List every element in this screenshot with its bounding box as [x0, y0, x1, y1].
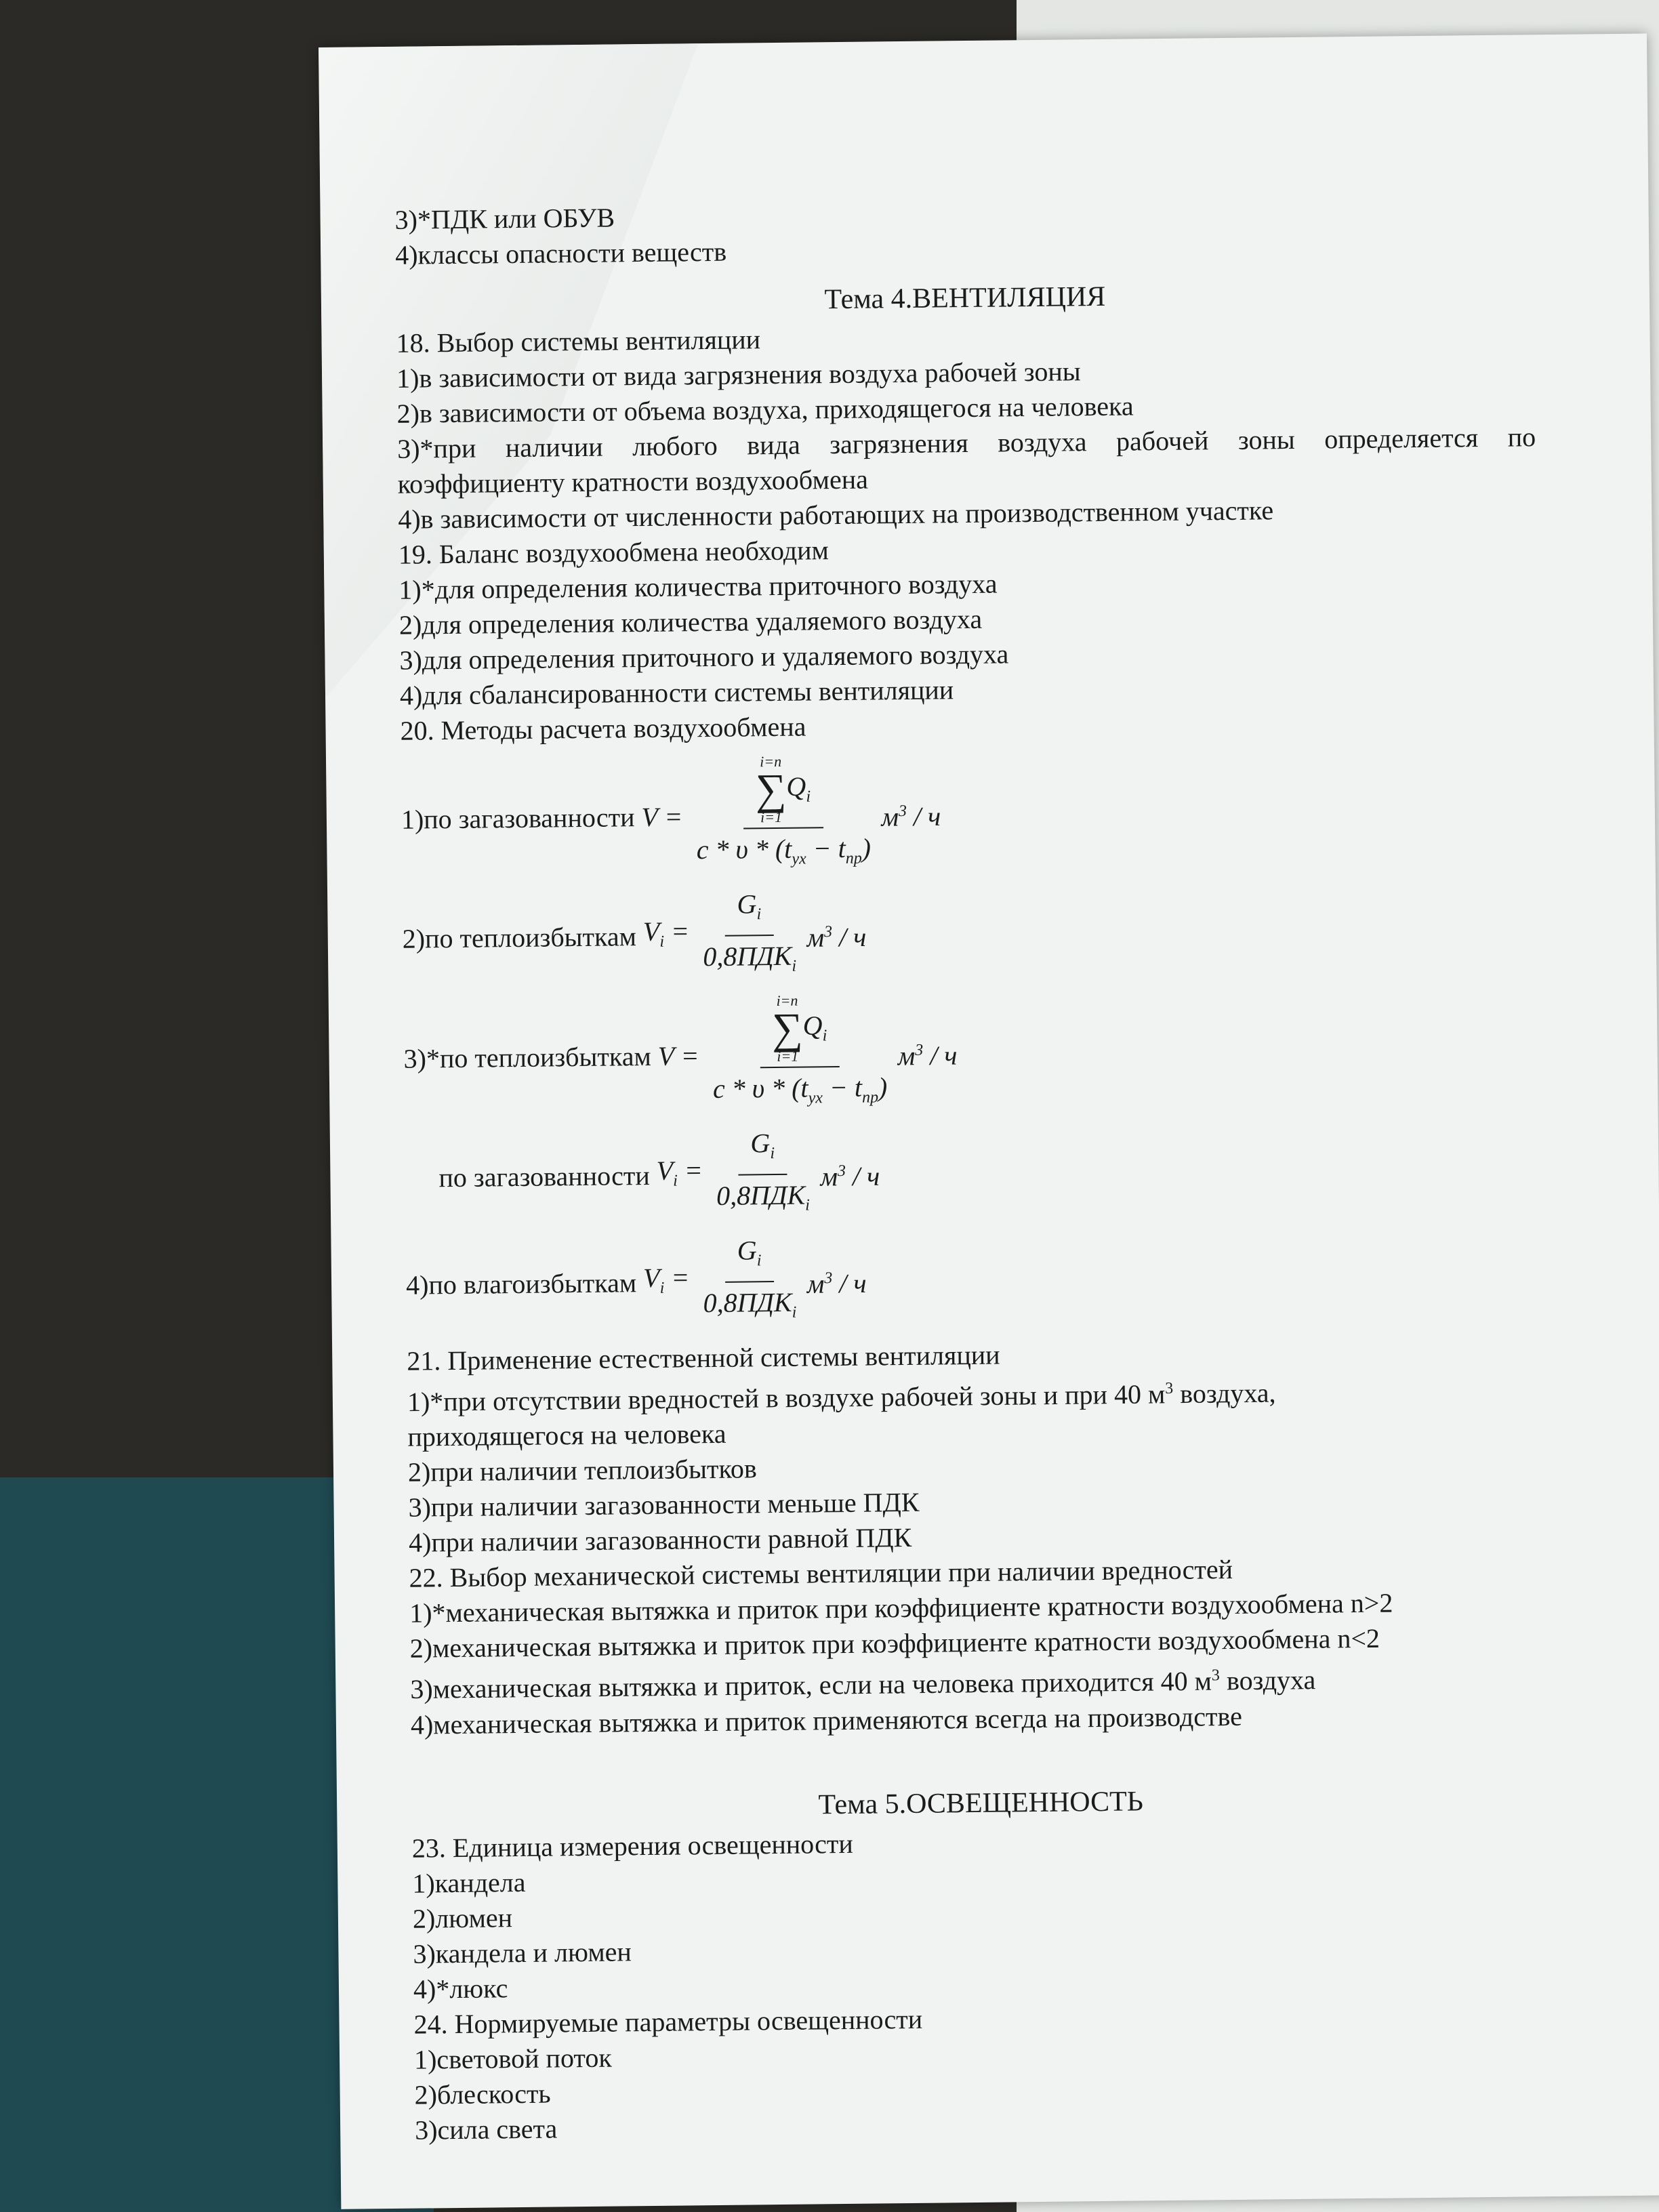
formula-denominator: $0,8ПДК_i$	[716, 1179, 811, 1214]
document-page	[319, 33, 1659, 2209]
question-20: 20. Методы расчета воздухообмена	[400, 711, 806, 746]
topic-heading: Тема 4.ВЕНТИЛЯЦИЯ	[824, 281, 1106, 316]
formula-var: $V_i$ =	[642, 915, 690, 951]
formula-fraction	[695, 754, 871, 878]
answer-line: 1)*для определения количества приточного воздуха	[398, 568, 998, 605]
question-22: 22. Выбор механической системы вентиляции при наличии вредностей	[409, 1554, 1233, 1594]
formula-label: по загазованности	[438, 1160, 650, 1193]
formula-units: $м^3$ / ч	[806, 1267, 867, 1299]
formula-heat	[402, 878, 1541, 988]
formula-fraction	[712, 992, 888, 1117]
answer-line: 2)в зависимости от объема воздуха, приходящегося на человека	[396, 390, 1134, 429]
formula-gas	[401, 746, 1540, 881]
formula-fraction	[702, 1233, 796, 1331]
question-24: 24. Нормируемые параметры освещенности	[413, 2003, 923, 2040]
formula-denominator: $c * \upsilon * (t_{yx} - t_{np})$	[712, 1071, 888, 1107]
formula-heat-correct	[403, 985, 1543, 1120]
answer-line: 1)*при отсутствии вредностей в воздухе рабочей зоны и при 40 $м^3$ воздуха,	[407, 1377, 1276, 1418]
formula-fraction	[702, 886, 796, 985]
formula-numerator: $G_i$	[724, 1233, 773, 1283]
answer-line: 1)световой поток	[413, 2042, 613, 2075]
answer-line: 2)механическая вытяжка и приток при коэффициенте кратности воздухообмена n<2	[409, 1623, 1380, 1664]
document-content	[394, 190, 1553, 2148]
formula-units: $м^3$ / ч	[806, 921, 867, 953]
answer-line: 2)блескость	[414, 2078, 551, 2110]
answer-line: 3)механическая вытяжка и приток, если на человека приходится 40 $м^3$ воздуха	[410, 1664, 1316, 1705]
formula-label: 2)по теплоизбыткам	[402, 921, 637, 954]
formula-numerator: i=n ∑ i=1 $Q_i$	[760, 993, 840, 1068]
formula-numerator: $G_i$	[738, 1126, 787, 1176]
answer-line: приходящегося на человека	[407, 1418, 726, 1453]
formula-units: $м^3$ / ч	[897, 1040, 958, 1071]
answer-line: 4)*люкс	[413, 1972, 508, 2005]
formula-units: $м^3$ / ч	[820, 1160, 880, 1192]
formula-label: 3)*по теплоизбыткам	[403, 1040, 651, 1074]
topic-heading: Тема 5.ОСВЕЩЕННОСТЬ	[818, 1786, 1144, 1821]
answer-line: 3)*ПДК или ОБУВ	[394, 202, 615, 235]
answer-line: 4)в зависимости от численности работающих на производственном участке	[398, 495, 1274, 535]
answer-line: 3)*при наличии любого вида загрязнения воздуха рабочей зоны определяется по	[396, 422, 1536, 464]
question-23: 23. Единица измерения освещенности	[411, 1828, 854, 1864]
answer-line: 1)кандела	[412, 1866, 526, 1899]
formula-moisture	[405, 1225, 1544, 1334]
formula-label: 4)по влагоизбыткам	[405, 1267, 637, 1300]
answer-line: коэффициенту кратности воздухообмена	[397, 464, 869, 499]
formula-units: $м^3$ / ч	[881, 801, 941, 833]
formula-denominator: $c * \upsilon * (t_{yx} - t_{np})$	[696, 832, 872, 868]
formula-var: $V_i$ =	[656, 1154, 703, 1190]
answer-line: 1)в зависимости от вида загрязнения воздуха рабочей зоны	[396, 356, 1081, 394]
answer-line: 4)при наличии загазованности равной ПДК	[408, 1522, 912, 1559]
answer-line: 3)для определения приточного и удаляемого воздуха	[399, 638, 1009, 676]
formula-label: 1)по загазованности	[401, 801, 635, 835]
answer-line: 4)механическая вытяжка и приток применяются всегда на производстве	[410, 1700, 1243, 1740]
formula-numerator: $G_i$	[724, 886, 773, 937]
sum-symbol: i=n ∑ i=1	[755, 752, 787, 826]
formula-gas-correct	[438, 1118, 1544, 1227]
answer-line: 3)сила света	[414, 2113, 558, 2146]
answer-line: 4)для сбалансированности системы вентиляции	[399, 674, 954, 711]
formula-var: $V_i$ =	[642, 1261, 690, 1297]
question-21: 21. Применение естественной системы вентиляции	[407, 1339, 1000, 1376]
answer-line: 2)люмен	[412, 1902, 513, 1934]
answer-line: 4)классы опасности веществ	[394, 236, 727, 270]
formula-denominator: $0,8ПДК_i$	[703, 940, 797, 975]
answer-line: 3)при наличии загазованности меньше ПДК	[408, 1487, 920, 1523]
formula-fraction	[716, 1126, 810, 1224]
sum-symbol: i=n ∑ i=1	[771, 991, 804, 1065]
answer-line: 3)кандела и люмен	[413, 1936, 632, 1969]
answer-line: 2)при наличии теплоизбытков	[407, 1453, 757, 1488]
question-19: 19. Баланс воздухообмена необходим	[398, 535, 830, 570]
question-18: 18. Выбор системы вентиляции	[396, 324, 761, 359]
answer-line: 1)*механическая вытяжка и приток при коэффициенте кратности воздухообмена n>2	[409, 1587, 1393, 1629]
formula-numerator: i=n ∑ i=1 $Q_i$	[743, 754, 823, 829]
formula-denominator: $0,8ПДК_i$	[703, 1286, 797, 1322]
formula-var: V =	[641, 800, 683, 832]
formula-var: V =	[657, 1040, 699, 1071]
answer-line: 2)для определения количества удаляемого воздуха	[398, 603, 983, 640]
